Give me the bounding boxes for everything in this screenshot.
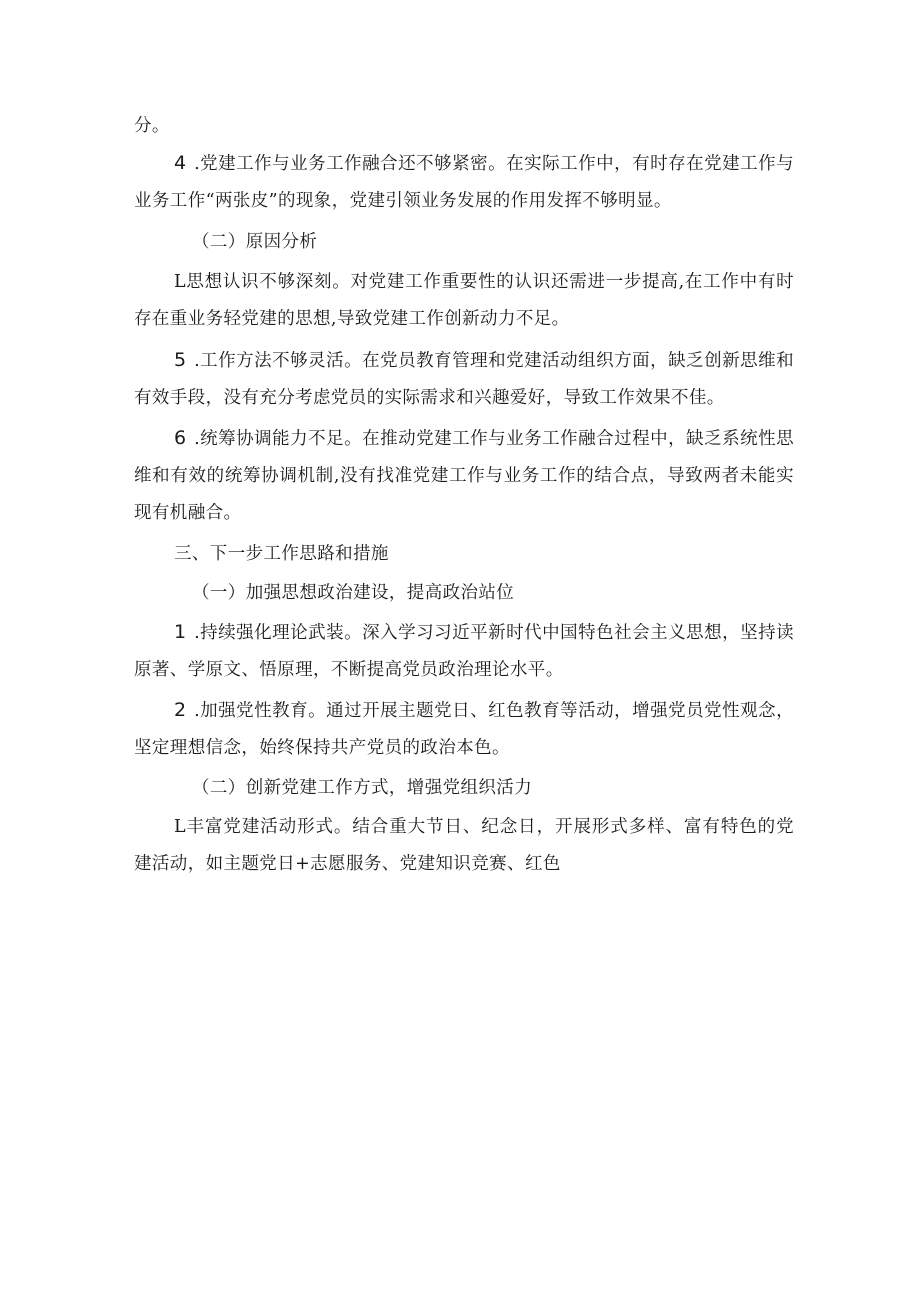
item-number: 1 (174, 621, 187, 643)
list-item-5 (134, 342, 794, 417)
subheading-text: （一）加强思想政治建设，提高政治站位 (192, 583, 515, 603)
list-item-2 (134, 692, 794, 767)
section-heading-text: 三、下一步工作思路和措施 (174, 544, 389, 564)
item-text: L思想认识不够深刻。对党建工作重要性的认识还需进一步提高,在工作中有时存在重业务轻党建的思想,导致党建工作创新动力不足。 (134, 272, 794, 329)
list-item-4 (134, 145, 794, 220)
item-text: .持续强化理论武装。深入学习习近平新时代中国特色社会主义思想，坚持读原著、学原文、悟原理，不断提高党员政治理论水平。 (134, 623, 794, 680)
item-text: .统筹协调能力不足。在推动党建工作与业务工作融合过程中，缺乏系统性思维和有效的统筹协调机制,没有找准党建工作与业务工作的结合点，导致两者未能实现有机融合。 (134, 429, 794, 523)
paragraph-continuation (134, 108, 794, 145)
subheading-politics (134, 575, 794, 612)
list-item-l1 (134, 264, 794, 338)
item-number: 5 (174, 349, 187, 371)
item-text: L丰富党建活动形式。结合重大节日、纪念日，开展形式多样、富有特色的党建活动，如主题党日+志愿服务、党建知识竞赛、红色 (134, 817, 794, 874)
item-number: 2 (174, 699, 187, 721)
subheading-text: （二）创新党建工作方式，增强党组织活力 (192, 778, 533, 798)
item-text: .党建工作与业务工作融合还不够紧密。在实际工作中，有时存在党建工作与业务工作“两张皮”的现象，党建引领业务发展的作用发挥不够明显。 (134, 154, 794, 211)
subheading-reason-analysis (134, 224, 794, 261)
subheading-text: （二）原因分析 (192, 232, 318, 252)
subheading-innovate (134, 770, 794, 807)
continuation-text: 分。 (134, 116, 170, 136)
list-item-6 (134, 420, 794, 532)
item-text: .加强党性教育。通过开展主题党日、红色教育等活动，增强党员党性观念，坚定理想信念，始终保持共产党员的政治本色。 (134, 701, 794, 758)
list-item-1 (134, 614, 794, 689)
item-text: .工作方法不够灵活。在党员教育管理和党建活动组织方面，缺乏创新思维和有效手段，没有充分考虑党员的实际需求和兴趣爱好，导致工作效果不佳。 (134, 351, 794, 408)
item-number: 6 (174, 427, 187, 449)
item-number: 4 (174, 152, 187, 174)
section-heading-3 (134, 536, 794, 573)
list-item-l2 (134, 809, 794, 883)
